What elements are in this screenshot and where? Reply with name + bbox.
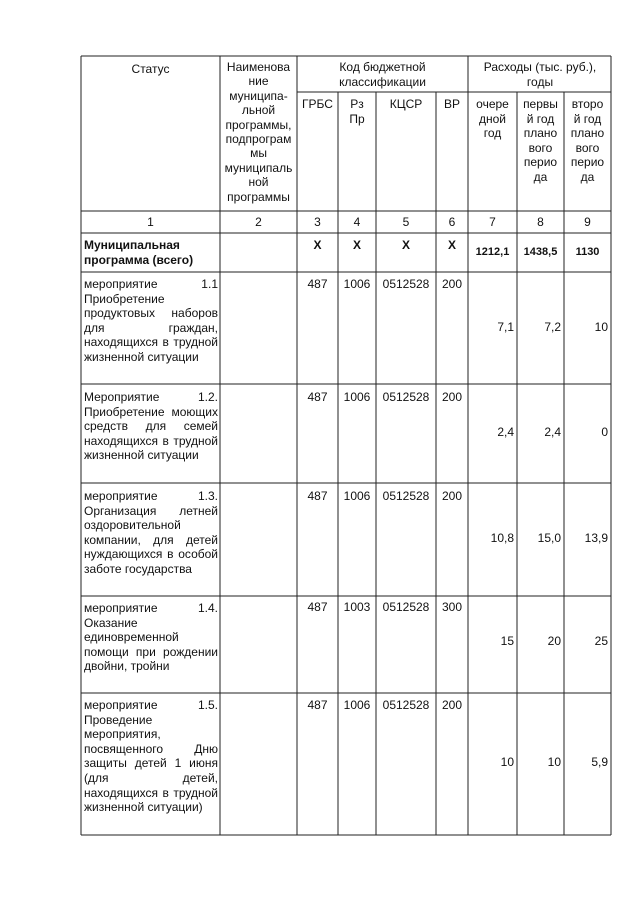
measure-1-2-grbs: 487 (307, 390, 328, 404)
measure-1-3-year-current: 10,8 (490, 531, 514, 545)
header-grbs: ГРБС (302, 97, 333, 111)
total-row-year-first: 1438,5 (523, 246, 558, 258)
column-number-1: 1 (147, 215, 154, 229)
measure-1-2-label: Мероприятие 1.2. Приобретение моющих средств для семей находящихся в трудной жизненной ситуации (84, 390, 218, 463)
measure-1-4-label: мероприятие 1.4. Оказание единовременной помощи при рождении двойни, тройни (84, 601, 218, 674)
column-number-3: 3 (314, 215, 321, 229)
measure-1-3-label: мероприятие 1.3. Организация летней оздоровительной компании, для детей нуждающихся в особой заботе государства (84, 489, 218, 576)
header-budget-code: Код бюджетной классификации (339, 60, 426, 89)
measure-1-1-year-second: 10 (594, 320, 608, 334)
measure-1-4-rzpr: 1003 (343, 600, 371, 614)
total-row-year-second: 1130 (575, 246, 600, 258)
total-row-year-current: 1212,1 (475, 246, 510, 258)
measure-1-4-year-current: 15 (500, 634, 514, 648)
measure-1-2-year-first: 2,4 (544, 425, 561, 439)
total-row-vr: X (447, 238, 456, 252)
header-vr: ВР (443, 97, 460, 111)
measure-1-2-year-second: 0 (601, 425, 608, 439)
column-number-8: 8 (537, 215, 544, 229)
measure-1-5-rzpr: 1006 (343, 698, 371, 712)
measure-1-4-year-first: 20 (547, 634, 561, 648)
measure-1-2-year-current: 2,4 (497, 425, 514, 439)
measure-1-1-year-current: 7,1 (497, 320, 514, 334)
measure-1-3-kcsr: 0512528 (382, 489, 430, 503)
column-number-9: 9 (584, 215, 591, 229)
measure-1-4-vr: 300 (441, 600, 463, 614)
total-row-grbs: X (313, 238, 322, 252)
measure-1-4-grbs: 487 (307, 600, 328, 614)
header-year-second: второ й год плано вого перио да (570, 97, 605, 184)
column-number-4: 4 (353, 215, 361, 229)
header-program-name: Наименова ние муниципа- льной программы, подпрограм мы муниципаль ной программы (224, 60, 293, 204)
measure-1-5-year-current: 10 (500, 755, 514, 769)
measure-1-1-grbs: 487 (307, 277, 328, 291)
total-row-label: Муниципальная программа (всего) (84, 238, 194, 267)
measure-1-2-kcsr: 0512528 (382, 390, 430, 404)
measure-1-5-year-second: 5,9 (591, 755, 608, 769)
column-number-6: 6 (448, 215, 456, 229)
measure-1-2-vr: 200 (441, 390, 463, 404)
measure-1-5-vr: 200 (441, 698, 463, 712)
measure-1-5-year-first: 10 (547, 755, 561, 769)
header-kcsr: КЦСР (389, 97, 423, 111)
header-expenses: Расходы (тыс. руб.), годы (483, 60, 597, 89)
header-year-first: первы й год плано вого перио да (523, 97, 558, 184)
measure-1-1-vr: 200 (441, 277, 463, 291)
measure-1-1-rzpr: 1006 (343, 277, 371, 291)
total-row-kcsr: X (401, 238, 410, 252)
column-number-5: 5 (402, 215, 410, 229)
measure-1-1-label: мероприятие 1.1 Приобретение продуктовых наборов для граждан, находящихся в трудной жизненной ситуации (84, 277, 218, 364)
header-status: Статус (131, 62, 170, 76)
measure-1-1-year-first: 7,2 (544, 320, 561, 334)
measure-1-5-grbs: 487 (307, 698, 328, 712)
measure-1-3-grbs: 487 (307, 489, 328, 503)
measure-1-3-rzpr: 1006 (343, 489, 371, 503)
column-number-7: 7 (489, 215, 496, 229)
header-rzpr: Рз Пр (349, 97, 365, 126)
measure-1-5-label: мероприятие 1.5. Проведение мероприятия, посвященного Дню защиты детей 1 июня (для детей, находящихся в трудной жизненной ситуации) (84, 698, 218, 815)
measure-1-5-kcsr: 0512528 (382, 698, 430, 712)
measure-1-3-year-first: 15,0 (537, 531, 561, 545)
total-row-rzpr: X (352, 238, 361, 252)
measure-1-4-year-second: 25 (594, 634, 608, 648)
measure-1-3-year-second: 13,9 (584, 531, 608, 545)
measure-1-2-rzpr: 1006 (343, 390, 371, 404)
column-number-2: 2 (255, 215, 262, 229)
measure-1-3-vr: 200 (441, 489, 463, 503)
measure-1-1-kcsr: 0512528 (382, 277, 430, 291)
header-year-current: очере дной год (476, 97, 509, 141)
measure-1-4-kcsr: 0512528 (382, 600, 430, 614)
